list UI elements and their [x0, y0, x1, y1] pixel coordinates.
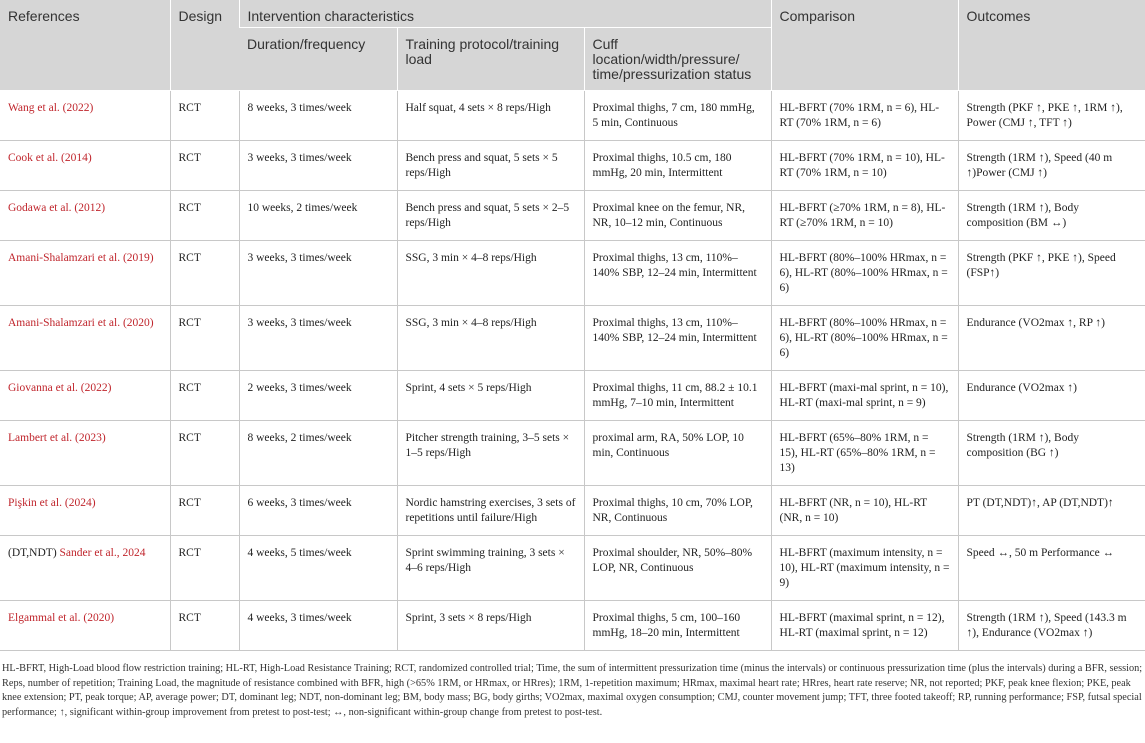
cuff-cell: Proximal thighs, 10 cm, 70% LOP, NR, Continuous [584, 486, 771, 536]
outcomes-cell: Strength (1RM ↑), Body composition (BM ↔) [958, 191, 1145, 241]
reference-cell [0, 91, 170, 141]
cuff-cell: Proximal thighs, 5 cm, 100–160 mmHg, 18–20 min, Intermittent [584, 601, 771, 651]
protocol-cell: Sprint, 3 sets × 8 reps/High [397, 601, 584, 651]
protocol-cell: Bench press and squat, 5 sets × 2–5 reps/High [397, 191, 584, 241]
reference-link[interactable]: Amani-Shalamzari et al. (2019) [8, 252, 154, 264]
cuff-cell: Proximal thighs, 11 cm, 88.2 ± 10.1 mmHg, 7–10 min, Intermittent [584, 371, 771, 421]
design-cell: RCT [170, 306, 239, 371]
design-cell: RCT [170, 191, 239, 241]
header-design: Design [170, 0, 239, 91]
comparison-cell: HL-BFRT (70% 1RM, n = 6), HL-RT (70% 1RM, n = 6) [771, 91, 958, 141]
protocol-cell: SSG, 3 min × 4–8 reps/High [397, 241, 584, 306]
reference-cell [0, 371, 170, 421]
protocol-cell: Bench press and squat, 5 sets × 5 reps/High [397, 141, 584, 191]
protocol-cell: Half squat, 4 sets × 8 reps/High [397, 91, 584, 141]
protocol-cell: Sprint swimming training, 3 sets × 4–6 reps/High [397, 536, 584, 601]
table-row [0, 91, 1145, 141]
reference-cell [0, 141, 170, 191]
reference-cell [0, 486, 170, 536]
design-cell: RCT [170, 486, 239, 536]
design-cell: RCT [170, 91, 239, 141]
outcomes-cell: Endurance (VO2max ↑) [958, 371, 1145, 421]
reference-link[interactable]: Giovanna et al. (2022) [8, 382, 112, 394]
table-row [0, 241, 1145, 306]
cuff-cell: Proximal thighs, 13 cm, 110%–140% SBP, 12–24 min, Intermittent [584, 306, 771, 371]
cuff-cell: Proximal knee on the femur, NR, NR, 10–12 min, Continuous [584, 191, 771, 241]
header-duration: Duration/frequency [239, 28, 397, 91]
outcomes-cell: PT (DT,NDT)↑, AP (DT,NDT)↑ [958, 486, 1145, 536]
comparison-cell: HL-BFRT (65%–80% 1RM, n = 15), HL-RT (65%–80% 1RM, n = 13) [771, 421, 958, 486]
protocol-cell: Nordic hamstring exercises, 3 sets of repetitions until failure/High [397, 486, 584, 536]
outcomes-cell: Strength (1RM ↑), Speed (40 m ↑)Power (CMJ ↑) [958, 141, 1145, 191]
duration-cell: 8 weeks, 2 times/week [239, 421, 397, 486]
reference-cell [0, 601, 170, 651]
reference-cell [0, 306, 170, 371]
comparison-cell: HL-BFRT (maximum intensity, n = 10), HL-RT (maximum intensity, n = 9) [771, 536, 958, 601]
duration-cell: 4 weeks, 5 times/week [239, 536, 397, 601]
protocol-cell: SSG, 3 min × 4–8 reps/High [397, 306, 584, 371]
comparison-cell: HL-BFRT (maxi-mal sprint, n = 10), HL-RT (maxi-mal sprint, n = 9) [771, 371, 958, 421]
reference-prefix: (DT,NDT) [8, 547, 60, 559]
outcomes-cell: Strength (PKF ↑, PKE ↑), Speed (FSP↑) [958, 241, 1145, 306]
protocol-cell: Pitcher strength training, 3–5 sets × 1–5 reps/High [397, 421, 584, 486]
header-cuff: Cuff location/width/pressure/ time/pressurization status [584, 28, 771, 91]
outcomes-cell: Endurance (VO2max ↑, RP ↑) [958, 306, 1145, 371]
table-row [0, 191, 1145, 241]
duration-cell: 6 weeks, 3 times/week [239, 486, 397, 536]
protocol-cell: Sprint, 4 sets × 5 reps/High [397, 371, 584, 421]
reference-cell [0, 421, 170, 486]
design-cell: RCT [170, 536, 239, 601]
design-cell: RCT [170, 241, 239, 306]
design-cell: RCT [170, 371, 239, 421]
outcomes-cell: Strength (1RM ↑), Speed (143.3 m ↑), Endurance (VO2max ↑) [958, 601, 1145, 651]
duration-cell: 3 weeks, 3 times/week [239, 141, 397, 191]
design-cell: RCT [170, 141, 239, 191]
table-header [0, 0, 1145, 91]
header-row [0, 0, 1145, 28]
table-row [0, 306, 1145, 371]
reference-link[interactable]: Cook et al. (2014) [8, 152, 92, 164]
reference-link[interactable]: Pişkin et al. (2024) [8, 497, 96, 509]
outcomes-cell: Speed ↔, 50 m Performance ↔ [958, 536, 1145, 601]
table-row [0, 601, 1145, 651]
duration-cell: 10 weeks, 2 times/week [239, 191, 397, 241]
reference-link[interactable]: Godawa et al. (2012) [8, 202, 106, 214]
comparison-cell: HL-BFRT (≥70% 1RM, n = 8), HL-RT (≥70% 1RM, n = 10) [771, 191, 958, 241]
header-intervention: Intervention characteristics [239, 0, 771, 28]
table-footnote: HL-BFRT, High-Load blood flow restriction training; HL-RT, High-Load Resistance Training; RCT, randomized controlled trial; Time, the sum of intermittent pressurization time (minus the intervals) or continuous pressurization time (plus the intervals) during a BFR, session; Reps, number of repetition; Training Load, the magnitude of resistance combined with BFR, high (>65% 1RM, or HRmax, or HRres); 1RM, 1-repetition maximum; HRmax, maximal heart rate; HRres, heart rate reserve; NR, not reported; PKF, peak knee flexion; PKE, peak knee extension; PT, peak torque; AP, average power; DT, dominant leg; NDT, non-dominant leg; BM, body mass; BG, body girths; VO2max, maximal oxygen consumption; CMJ, counter movement jump; TFT, three footed takeoff; RP, running performance; FSP, futsal special performance; ↑, significant within-group improvement from pretest to post-test; ↔, non-significant within-group change from pretest to post-test. [2, 663, 1143, 718]
table-row [0, 536, 1145, 601]
reference-cell [0, 191, 170, 241]
table-row [0, 141, 1145, 191]
header-comparison: Comparison [771, 0, 958, 91]
design-cell: RCT [170, 601, 239, 651]
reference-link[interactable]: Sander et al., 2024 [59, 547, 146, 559]
header-outcomes: Outcomes [958, 0, 1145, 91]
duration-cell: 3 weeks, 3 times/week [239, 241, 397, 306]
header-protocol: Training protocol/training load [397, 28, 584, 91]
reference-cell [0, 241, 170, 306]
cuff-cell: proximal arm, RA, 50% LOP, 10 min, Continuous [584, 421, 771, 486]
duration-cell: 3 weeks, 3 times/week [239, 306, 397, 371]
comparison-cell: HL-BFRT (maximal sprint, n = 12), HL-RT (maximal sprint, n = 12) [771, 601, 958, 651]
reference-link[interactable]: Elgammal et al. (2020) [8, 612, 115, 624]
cuff-cell: Proximal shoulder, NR, 50%–80% LOP, NR, Continuous [584, 536, 771, 601]
reference-link[interactable]: Lambert et al. (2023) [8, 432, 106, 444]
comparison-cell: HL-BFRT (70% 1RM, n = 10), HL-RT (70% 1RM, n = 10) [771, 141, 958, 191]
comparison-cell: HL-BFRT (80%–100% HRmax, n = 6), HL-RT (80%–100% HRmax, n = 6) [771, 241, 958, 306]
cuff-cell: Proximal thighs, 10.5 cm, 180 mmHg, 20 min, Intermittent [584, 141, 771, 191]
cuff-cell: Proximal thighs, 13 cm, 110%–140% SBP, 12–24 min, Intermittent [584, 241, 771, 306]
table-row [0, 371, 1145, 421]
comparison-cell: HL-BFRT (NR, n = 10), HL-RT (NR, n = 10) [771, 486, 958, 536]
design-cell: RCT [170, 421, 239, 486]
header-references: References [0, 0, 170, 91]
table-row [0, 421, 1145, 486]
outcomes-cell: Strength (PKF ↑, PKE ↑, 1RM ↑), Power (CMJ ↑, TFT ↑) [958, 91, 1145, 141]
outcomes-cell: Strength (1RM ↑), Body composition (BG ↑) [958, 421, 1145, 486]
reference-link[interactable]: Wang et al. (2022) [8, 102, 94, 114]
duration-cell: 2 weeks, 3 times/week [239, 371, 397, 421]
duration-cell: 8 weeks, 3 times/week [239, 91, 397, 141]
duration-cell: 4 weeks, 3 times/week [239, 601, 397, 651]
comparison-cell: HL-BFRT (80%–100% HRmax, n = 6), HL-RT (80%–100% HRmax, n = 6) [771, 306, 958, 371]
reference-link[interactable]: Amani-Shalamzari et al. (2020) [8, 317, 154, 329]
cuff-cell: Proximal thighs, 7 cm, 180 mmHg, 5 min, Continuous [584, 91, 771, 141]
table-body [0, 91, 1145, 651]
reference-cell [0, 536, 170, 601]
table-row [0, 486, 1145, 536]
